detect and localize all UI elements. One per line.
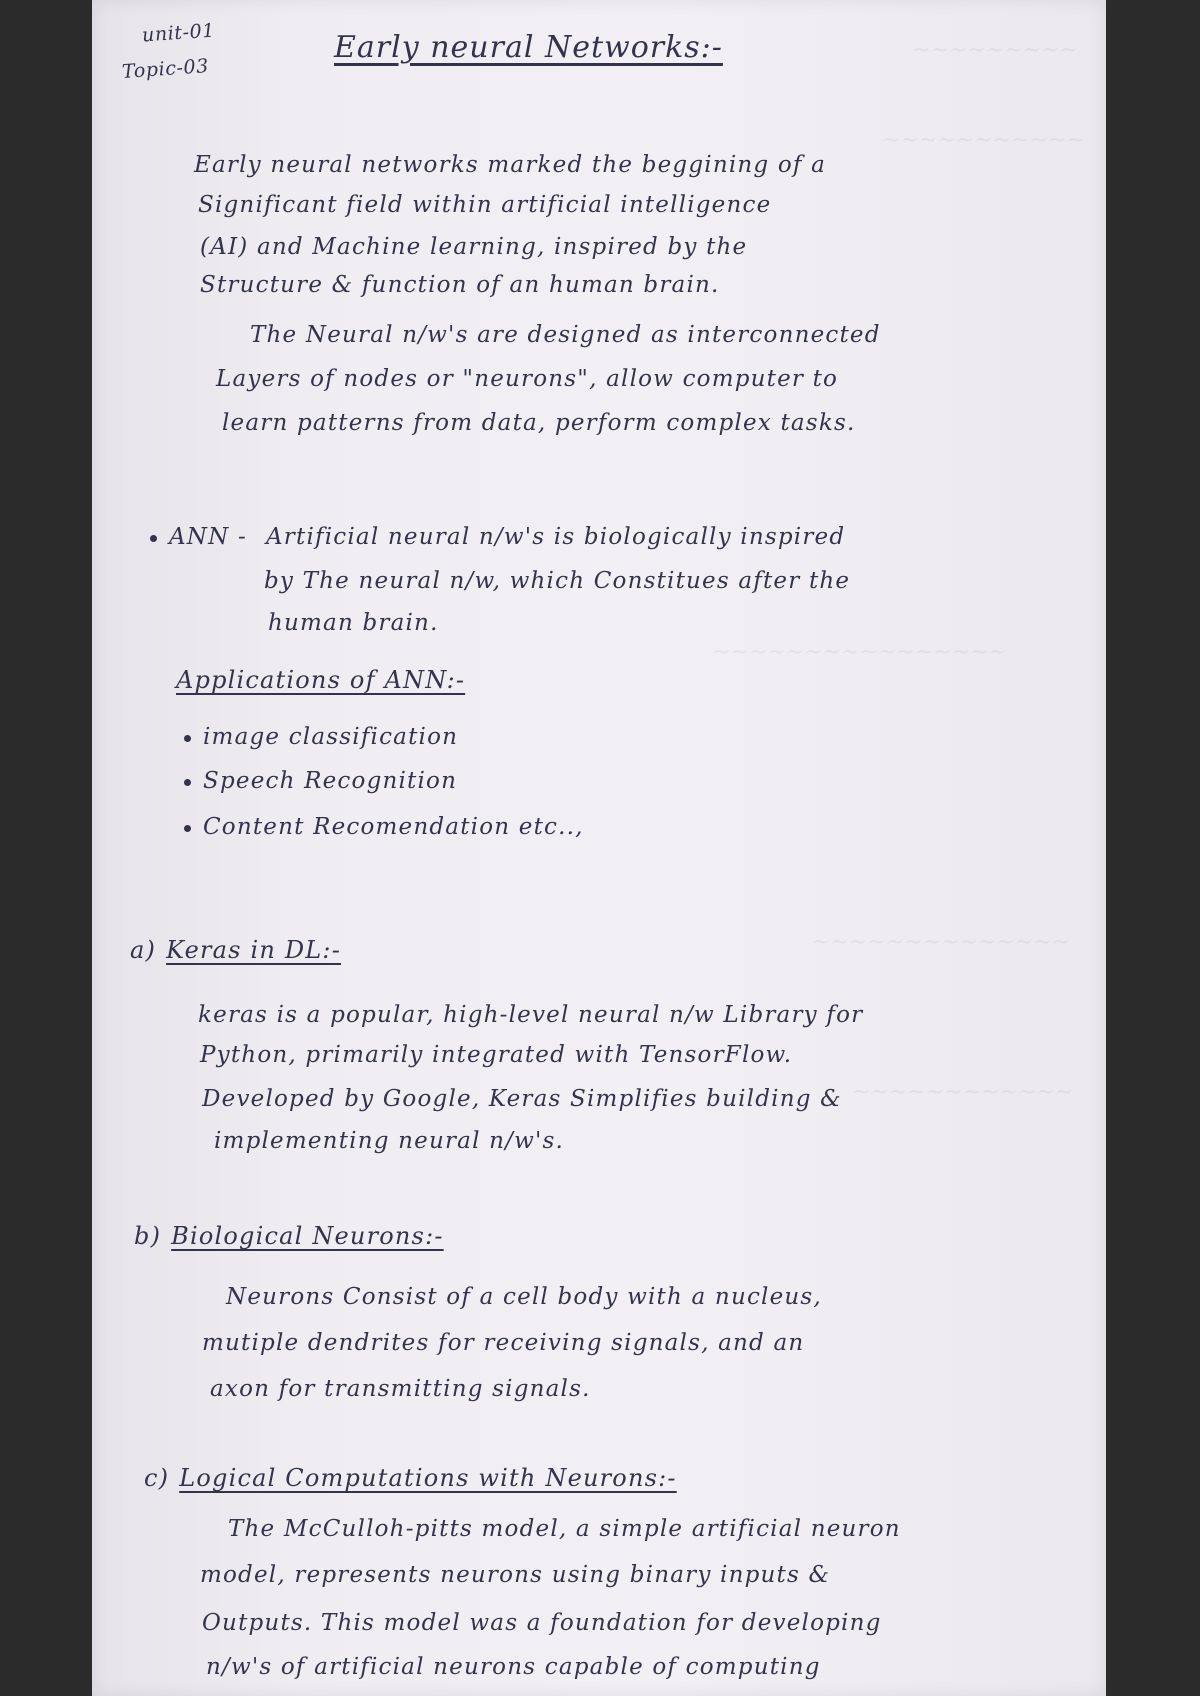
section-title: Keras in DL:- [166, 936, 342, 964]
unit-label: unit-01 [141, 19, 216, 47]
list-item: Content Recomendation etc.., [184, 808, 584, 846]
section-title: Logical Computations with Neurons:- [179, 1464, 677, 1492]
section-line: Developed by Google, Keras Simplifies building & [202, 1086, 842, 1112]
intro-line: Early neural networks marked the beggining of a [194, 152, 827, 178]
intro-line: The Neural n/w's are designed as interconnected [250, 322, 881, 348]
topic-label: Topic-03 [121, 54, 210, 84]
section-heading [144, 1464, 677, 1492]
ann-line: Artificial neural n/w's is biologically inspired [266, 524, 846, 550]
intro-line: Significant field within artificial intelligence [198, 192, 772, 218]
list-item: image classification [184, 718, 458, 756]
intro-line: learn patterns from data, perform complex tasks. [222, 410, 856, 436]
section-line: Neurons Consist of a cell body with a nucleus, [226, 1284, 822, 1310]
notebook-page [92, 0, 1106, 1696]
section-heading [130, 936, 341, 964]
ann-line: human brain. [268, 610, 439, 636]
section-marker: a) [130, 936, 157, 964]
section-heading [134, 1222, 444, 1250]
bullet-icon [150, 535, 157, 542]
ann-term: ANN - [169, 524, 247, 550]
page-title: Early neural Networks:- [334, 30, 723, 65]
section-line: keras is a popular, high-level neural n/w Library for [198, 1002, 864, 1028]
section-line: mutiple dendrites for receiving signals, and an [202, 1330, 805, 1356]
bleed-through-text: ~~~~~~~~~~~~~~~~ [712, 640, 1007, 665]
section-line: n/w's of artificial neurons capable of computing [206, 1654, 821, 1680]
intro-line: (AI) and Machine learning, inspired by the [200, 234, 748, 260]
ann-line: by The neural n/w, which Constitues after the [264, 568, 851, 594]
section-line: implementing neural n/w's. [214, 1128, 565, 1154]
bullet-icon [184, 735, 191, 742]
applications-heading: Applications of ANN:- [176, 666, 466, 694]
bleed-through-text: ~~~~~~~~~~~~~~ [812, 930, 1071, 955]
bullet-icon [184, 825, 191, 832]
section-line: Python, primarily integrated with TensorFlow. [200, 1042, 793, 1068]
bleed-through-text: ~~~~~~~~~~~~ [852, 1080, 1074, 1105]
bullet-icon [184, 779, 191, 786]
bleed-through-text: ~~~~~~~~~ [912, 38, 1078, 63]
intro-line: Layers of nodes or "neurons", allow computer to [216, 366, 839, 392]
section-line: Outputs. This model was a foundation for developing [202, 1610, 882, 1636]
bleed-through-text: ~~~~~~~~~~~ [882, 128, 1085, 153]
section-marker: b) [134, 1222, 162, 1250]
ann-bullet [150, 518, 247, 556]
list-item: Speech Recognition [184, 762, 457, 800]
section-line: axon for transmitting signals. [210, 1376, 591, 1402]
section-line: The McCulloh-pitts model, a simple artificial neuron [228, 1516, 901, 1542]
section-marker: c) [144, 1464, 170, 1492]
intro-line: Structure & function of an human brain. [200, 272, 720, 298]
section-line: model, represents neurons using binary inputs & [200, 1562, 831, 1588]
section-title: Biological Neurons:- [171, 1222, 444, 1250]
